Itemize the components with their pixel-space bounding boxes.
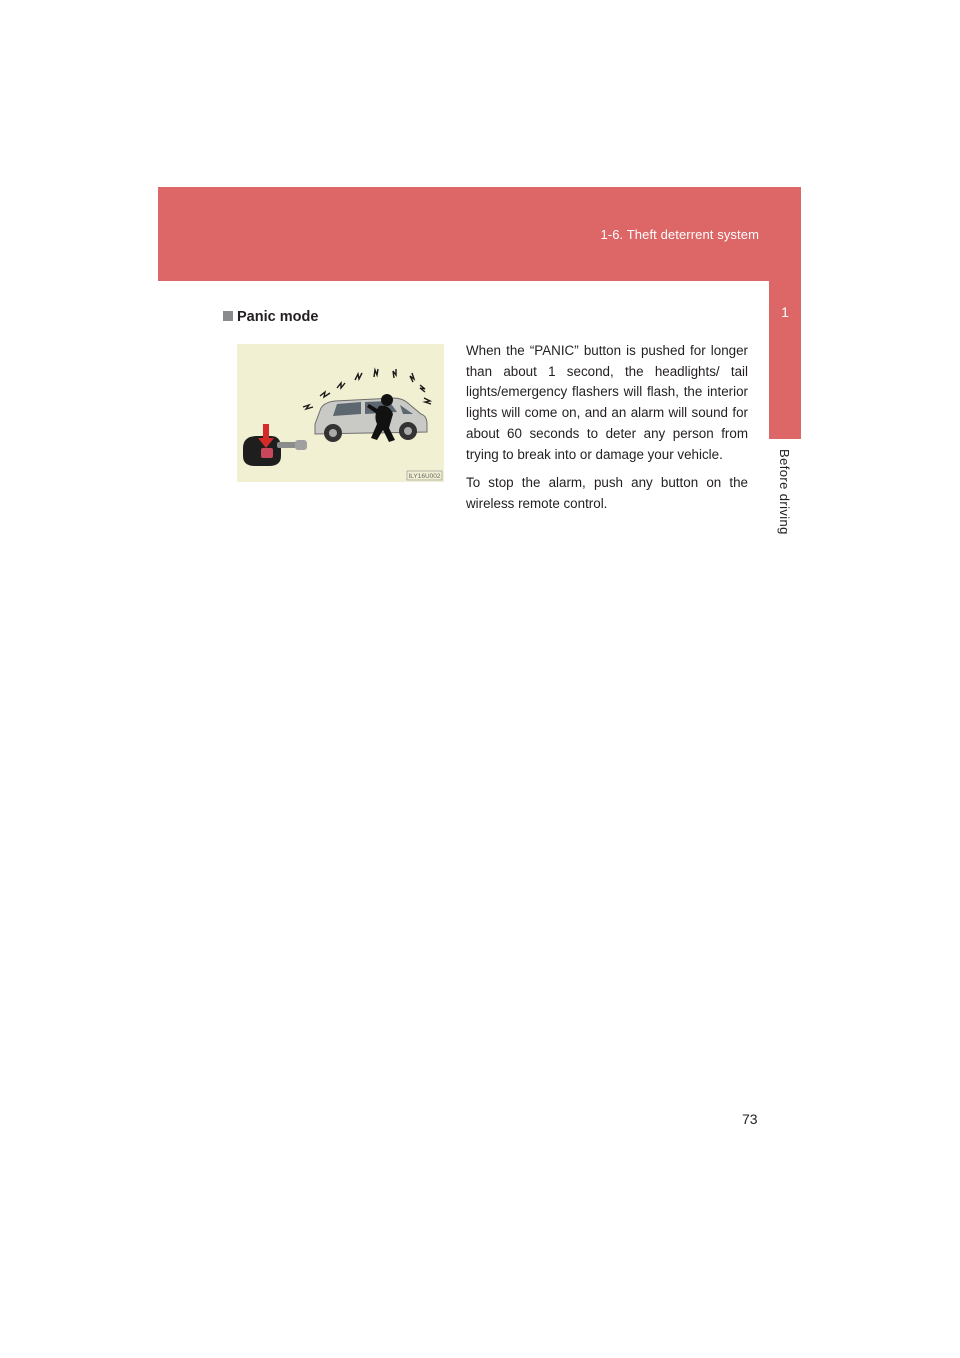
suv-alarm-drawing <box>237 344 444 482</box>
section-heading-text: Panic mode <box>237 309 319 325</box>
section-heading <box>223 309 318 325</box>
header-band <box>158 187 801 281</box>
chapter-number: 1 <box>781 304 789 320</box>
panic-alarm-illustration <box>237 344 444 482</box>
paragraph-stop-alarm: To stop the alarm, push any button on the wireless remote control. <box>466 475 748 511</box>
suv-icon <box>315 398 427 442</box>
chapter-label: Before driving <box>777 449 792 535</box>
paragraph-panic-description: When the “PANIC” button is pushed for longer than about 1 second, the headlights/ tail lights/emergency flashers will flash, the interior lights will come on, and an alarm will sound for about 60 seconds to deter any person from trying to break into or damage your vehicle. <box>466 343 748 462</box>
page-number: 73 <box>742 1111 758 1127</box>
body-text <box>466 341 748 523</box>
key-fob-icon <box>243 436 307 466</box>
square-bullet-icon <box>223 311 233 321</box>
chapter-tab[interactable] <box>769 281 801 439</box>
section-title: 1-6. Theft deterrent system <box>600 227 759 242</box>
illustration-code: ILY16U002 <box>408 473 441 480</box>
